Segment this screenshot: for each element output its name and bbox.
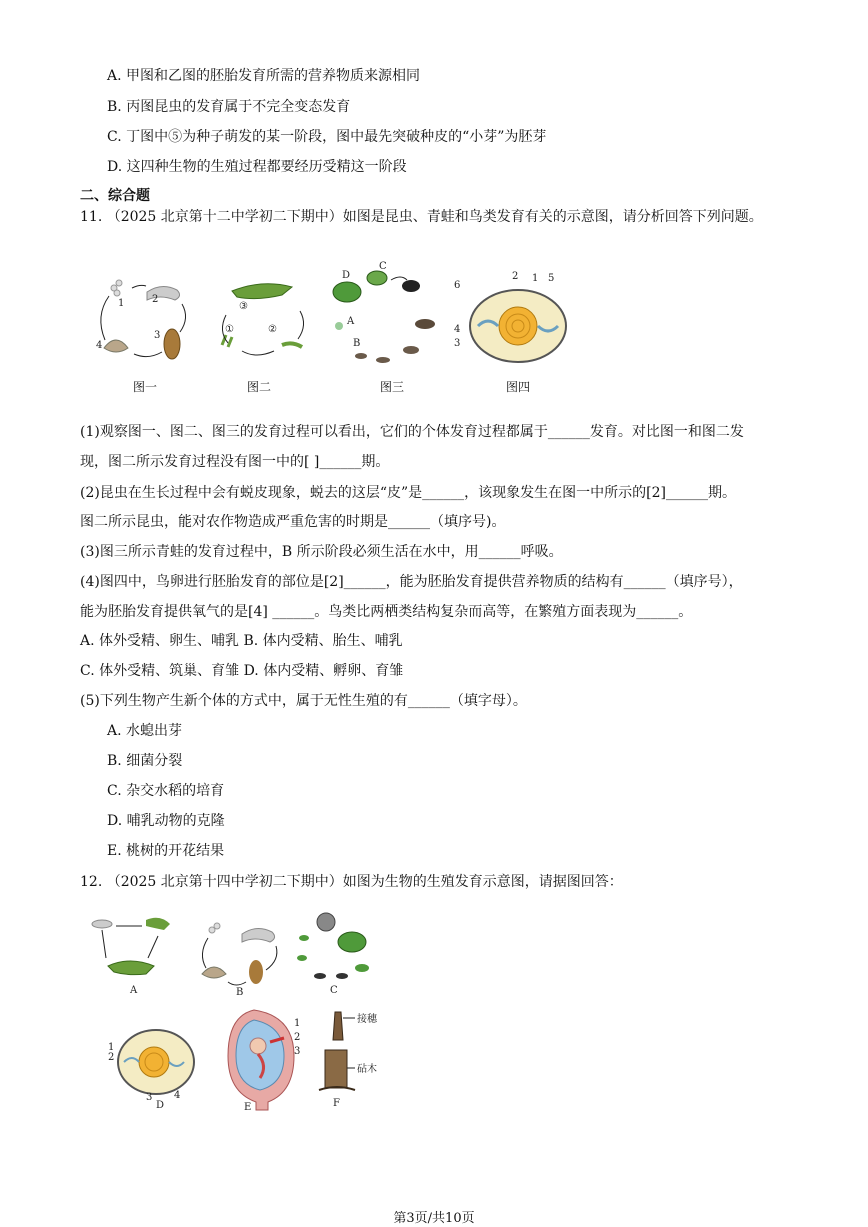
fig1-label-1: 1 <box>118 298 125 309</box>
q11-line-4: 图二所示昆虫，能对农作物造成严重危害的时期是______（填序号)。 <box>80 514 506 530</box>
page-footer: 第3页/共10页 <box>393 1211 475 1226</box>
q12-figure-f-grafting <box>315 1008 395 1110</box>
fig3-label-b: B <box>353 338 361 349</box>
q12-figf-label-stock: 砧木 <box>357 1064 377 1075</box>
q12-caption-b: B <box>236 987 244 997</box>
q12-stem: 12. （2025 北京第十四中学初二下期中）如图为生物的生殖发育示意图，请据图回答： <box>80 874 623 890</box>
fig3-label-a: A <box>347 316 355 327</box>
q12-figd-label-2: 2 <box>108 1052 115 1063</box>
q12-fige-label-2: 2 <box>294 1032 301 1043</box>
q12-figd-label-1: 1 <box>108 1042 115 1053</box>
fig3-label-d: D <box>342 270 351 281</box>
q11-5-option-b: B. 细菌分裂 <box>107 753 183 769</box>
fig1-label-4: 4 <box>96 340 103 351</box>
figure-1-silkworm <box>92 268 197 366</box>
q12-figure-a-grasshopper <box>88 910 183 995</box>
q11-5-option-c: C. 杂交水稻的培育 <box>107 783 225 799</box>
q11-line-8: A. 体外受精、卵生、哺乳 B. 体内受精、胎生、哺乳 <box>80 633 403 649</box>
q11-line-3: (2)昆虫在生长过程中会有蜕皮现象，蜕去的这层“皮”是______，该现象发生在图一中所示的[2]______期。 <box>80 485 736 501</box>
fig4-label-1: 1 <box>532 273 539 284</box>
q11-line-7: 能为胚胎发育提供氧气的是[4] ______。鸟类比两栖类结构复杂而高等，在繁殖方面表现为______。 <box>80 604 693 620</box>
q11-line-2: 现，图二所示发育过程没有图一中的[ ]______期。 <box>80 454 390 470</box>
q11-line-10: (5)下列生物产生新个体的方式中，属于无性生殖的有______（填字母）。 <box>80 693 527 709</box>
q12-caption-f: F <box>333 1098 340 1109</box>
fig4-label-2: 2 <box>512 271 519 282</box>
q11-5-option-d: D. 哺乳动物的克隆 <box>107 813 225 829</box>
q10-option-a: A. 甲图和乙图的胚胎发育所需的营养物质来源相同 <box>107 68 421 84</box>
fig4-label-3: 3 <box>454 338 461 349</box>
fig3-label-c: C <box>379 261 387 272</box>
q12-figure-b-silkworm <box>192 912 292 997</box>
q10-option-c: C. 丁图中⑤为种子萌发的某一阶段，图中最先突破种皮的“小芽”为胚芽 <box>107 129 547 145</box>
q11-line-6: (4)图四中，鸟卵进行胚胎发育的部位是[2]______，能为胚胎发育提供营养物质的结构有______（填序号）， <box>80 574 743 590</box>
q12-figure-c-frog <box>292 910 377 995</box>
q11-5-option-e: E. 桃树的开花结果 <box>107 843 225 859</box>
q12-fige-label-1: 1 <box>294 1018 301 1029</box>
q12-caption-d: D <box>156 1100 165 1110</box>
q12-figure-d-egg <box>102 1022 202 1110</box>
section-title: 二、综合题 <box>80 188 150 204</box>
q12-fige-label-3: 3 <box>294 1046 301 1057</box>
q11-line-5: (3)图三所示青蛙的发育过程中，B 所示阶段必须生活在水中，用______呼吸。 <box>80 544 563 560</box>
fig1-label-3: 3 <box>154 330 161 341</box>
figure-1-caption: 图一 <box>133 380 158 394</box>
q12-figure-e-uterus <box>214 1006 308 1112</box>
q11-line-1: (1)观察图一、图二、图三的发育过程可以看出，它们的个体发育过程都属于______发育。对比图一和图二发 <box>80 424 744 440</box>
q10-option-b: B. 丙图昆虫的发育属于不完全变态发育 <box>107 99 351 115</box>
q11-5-option-a: A. 水螅出芽 <box>107 723 183 739</box>
q10-option-d: D. 这四种生物的生殖过程都要经历受精这一阶段 <box>107 159 407 175</box>
fig4-label-6: 6 <box>454 280 461 291</box>
q12-caption-a: A <box>130 985 138 995</box>
q12-caption-e: E <box>244 1102 252 1112</box>
fig4-label-5: 5 <box>548 273 555 284</box>
fig4-label-4: 4 <box>454 324 461 335</box>
q12-caption-c: C <box>330 985 338 995</box>
figure-4-caption: 图四 <box>506 380 531 394</box>
figure-4-bird-egg <box>448 268 573 370</box>
fig2-label-3: ③ <box>239 301 248 312</box>
q11-line-9: C. 体外受精、筑巢、育雏 D. 体内受精、孵卵、育雏 <box>80 663 404 679</box>
q12-figd-label-3: 3 <box>146 1092 153 1103</box>
figure-2-caption: 图二 <box>247 380 272 394</box>
q12-figf-label-scion: 接穗 <box>357 1014 377 1025</box>
figure-3-caption: 图三 <box>380 380 405 394</box>
fig2-label-2: ② <box>268 324 277 335</box>
fig2-label-1: ① <box>225 324 234 335</box>
q11-stem: 11. （2025 北京第十二中学初二下期中）如图是昆虫、青蛙和鸟类发育有关的示意图，请分析回答下列问题。 <box>80 209 763 225</box>
figure-3-frog <box>327 260 445 368</box>
q12-figd-label-4: 4 <box>174 1090 181 1101</box>
fig1-label-2: 2 <box>152 294 159 305</box>
figure-2-grasshopper <box>212 275 322 365</box>
